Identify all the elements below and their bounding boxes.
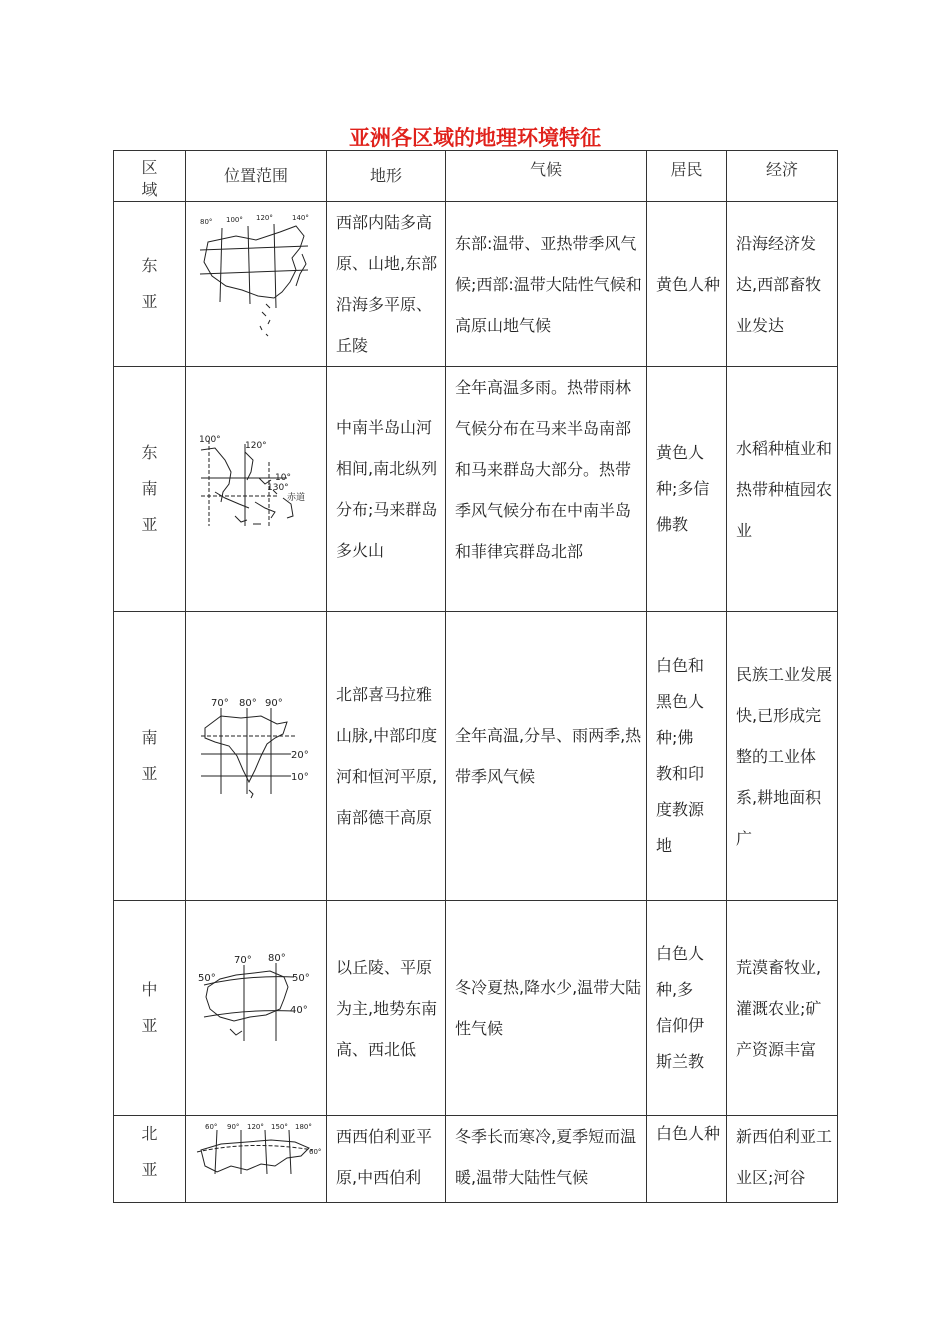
- table-row-central-asia: [114, 901, 838, 1116]
- residents-cell: 黄色人种: [647, 202, 727, 367]
- economy-cell: 民族工业发展快,已形成完整的工业体系,耕地面积广: [727, 612, 838, 901]
- svg-text:120°: 120°: [245, 440, 267, 451]
- east-asia-map: [196, 212, 316, 342]
- climate-cell: 全年高温,分旱、雨两季,热带季风气候: [446, 612, 647, 901]
- page-title: 亚洲各区域的地理环境特征: [349, 125, 601, 150]
- header-location: 位置范围: [186, 151, 327, 202]
- climate-cell: 东部:温带、亚热带季风气候;西部:温带大陆性气候和高原山地气候: [446, 202, 647, 367]
- svg-text:50°: 50°: [292, 972, 310, 984]
- southeast-asia-map: [195, 432, 317, 532]
- south-asia-map: [191, 694, 321, 804]
- svg-text:60°: 60°: [205, 1122, 218, 1131]
- svg-text:赤道: 赤道: [287, 492, 306, 503]
- map-cell: [186, 1116, 327, 1203]
- terrain-cell: 北部喜马拉雅山脉,中部印度河和恒河平原,南部德干高原: [327, 612, 446, 901]
- table-row-south-asia: [114, 612, 838, 901]
- svg-text:40°: 40°: [290, 1004, 308, 1016]
- map-cell: [186, 901, 327, 1116]
- svg-text:70°: 70°: [211, 697, 229, 709]
- svg-text:140°: 140°: [292, 213, 309, 222]
- region-cell: 东 亚: [114, 202, 186, 367]
- svg-text:90°: 90°: [265, 697, 283, 709]
- central-asia-map: [196, 951, 316, 1051]
- map-cell: [186, 202, 327, 367]
- header-region: 区 域: [114, 151, 186, 202]
- svg-text:120°: 120°: [256, 213, 273, 222]
- svg-text:90°: 90°: [227, 1122, 240, 1131]
- svg-text:120°: 120°: [247, 1122, 264, 1131]
- svg-text:150°: 150°: [271, 1122, 288, 1131]
- header-residents: 居民: [647, 151, 727, 202]
- svg-text:100°: 100°: [226, 215, 243, 224]
- header-climate: 气候: [446, 151, 647, 202]
- svg-text:50°: 50°: [198, 972, 216, 984]
- table-row-north-asia: [114, 1116, 838, 1203]
- climate-cell: 冬冷夏热,降水少,温带大陆性气候: [446, 901, 647, 1116]
- residents-cell: 白色人种,多信仰伊斯兰教: [647, 901, 727, 1116]
- region-cell: 中 亚: [114, 901, 186, 1116]
- residents-cell: 白色和黑色人种;佛教和印度教源地: [647, 612, 727, 901]
- header-row: [114, 151, 838, 202]
- svg-text:100°: 100°: [199, 434, 221, 445]
- north-asia-map: [191, 1122, 321, 1182]
- climate-cell: 冬季长而寒冷,夏季短而温暖,温带大陆性气候: [446, 1116, 647, 1203]
- asia-regions-table: [113, 150, 838, 1203]
- svg-text:60°: 60°: [309, 1147, 321, 1156]
- svg-text:80°: 80°: [200, 217, 213, 226]
- terrain-cell: 以丘陵、平原为主,地势东南高、西北低: [327, 901, 446, 1116]
- svg-text:10°: 10°: [275, 472, 291, 483]
- terrain-cell: 中南半岛山河相间,南北纵列分布;马来群岛多火山: [327, 367, 446, 612]
- table-row-east-asia: [114, 202, 838, 367]
- residents-cell: 黄色人种;多信佛教: [647, 367, 727, 612]
- svg-text:180°: 180°: [295, 1122, 312, 1131]
- svg-text:80°: 80°: [268, 952, 286, 964]
- svg-text:70°: 70°: [234, 954, 252, 966]
- terrain-cell: 西部内陆多高原、山地,东部沿海多平原、丘陵: [327, 202, 446, 367]
- svg-text:10°: 10°: [291, 771, 309, 783]
- economy-cell: 新西伯利亚工业区;河谷: [727, 1116, 838, 1203]
- svg-text:20°: 20°: [291, 749, 309, 761]
- region-cell: 南 亚: [114, 612, 186, 901]
- map-cell: [186, 367, 327, 612]
- svg-text:80°: 80°: [239, 697, 257, 709]
- map-cell: [186, 612, 327, 901]
- region-cell: 东 南 亚: [114, 367, 186, 612]
- region-cell: 北 亚: [114, 1116, 186, 1203]
- svg-text:130°: 130°: [267, 482, 289, 493]
- residents-cell: 白色人种: [647, 1116, 727, 1203]
- header-economy: 经济: [727, 151, 838, 202]
- economy-cell: 荒漠畜牧业,灌溉农业;矿产资源丰富: [727, 901, 838, 1116]
- economy-cell: 水稻种植业和热带种植园农业: [727, 367, 838, 612]
- economy-cell: 沿海经济发达,西部畜牧业发达: [727, 202, 838, 367]
- terrain-cell: 西西伯利亚平原,中西伯利: [327, 1116, 446, 1203]
- climate-cell: 全年高温多雨。热带雨林气候分布在马来半岛南部和马来群岛大部分。热带季风气候分布在中南半岛和菲律宾群岛北部: [446, 367, 647, 612]
- header-terrain: 地形: [327, 151, 446, 202]
- table-row-southeast-asia: [114, 367, 838, 612]
